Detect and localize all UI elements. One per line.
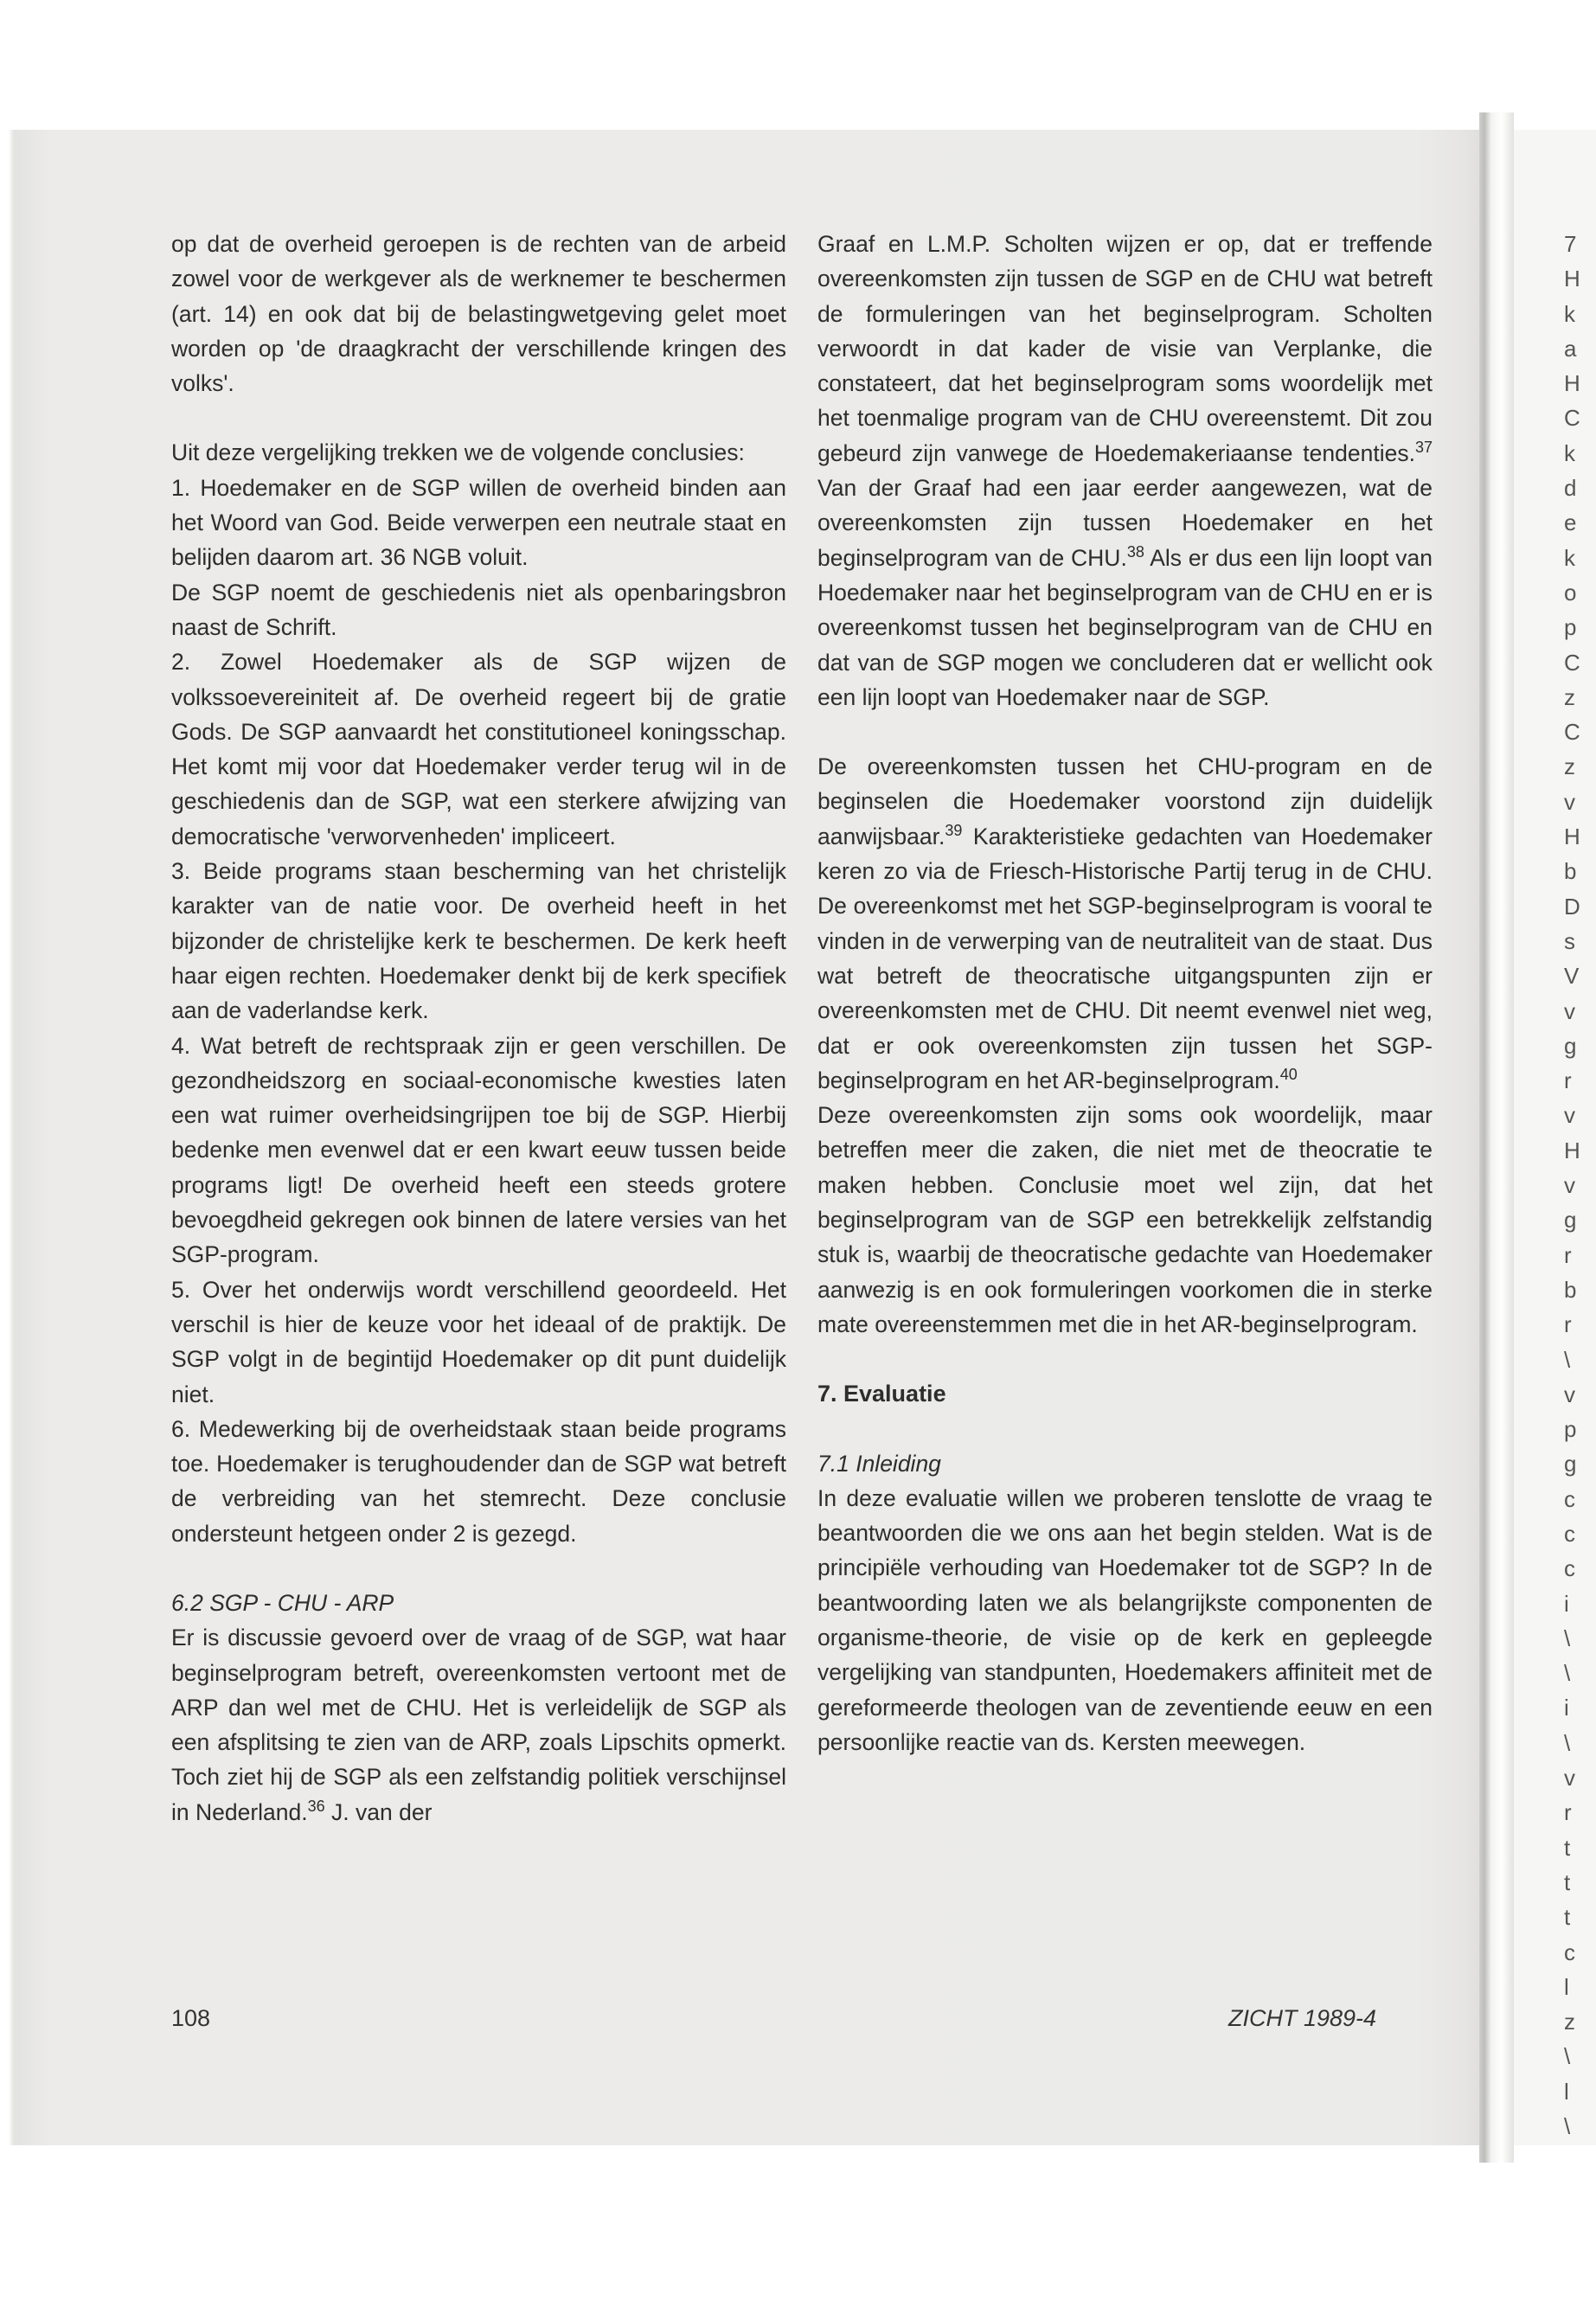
adjacent-page-letter: \	[1564, 1346, 1571, 1373]
adjacent-page-letter: p	[1564, 1416, 1577, 1443]
paragraph-text: De overeenkomsten tussen het CHU-program en de beginselen die Hoedemaker voorstond zijn duidelijk aanwijsbaar.	[817, 753, 1433, 849]
adjacent-page-letter: \	[1564, 1660, 1571, 1687]
paragraph: In deze evaluatie willen we proberen tenslotte de vraag te beantwoorden die we ons aan het begin stelden. Wat is de principiële verhouding van Hoedemaker tot de SGP? In de beantwoording laten we als belangrijkste componenten de organisme-theorie, de visie op de kerk en gepleegde vergelijking van standpunten, Hoedemakers affiniteit met de gereformeerde theologen van de zeventiende eeuw en een persoonlijke reactie van ds. Kersten meewegen.	[817, 1484, 1433, 1755]
adjacent-page-letter: \	[1564, 2113, 1571, 2140]
adjacent-page-letter: v	[1564, 997, 1575, 1024]
paragraph: Uit deze vergelijking trekken we de volgende conclusies:	[171, 439, 745, 466]
adjacent-page-letter: t	[1564, 1904, 1571, 1931]
adjacent-page-letter: d	[1564, 475, 1577, 502]
adjacent-page-letter: c	[1564, 1485, 1575, 1512]
adjacent-page-letter: H	[1564, 370, 1580, 397]
paragraph: Deze overeenkomsten zijn soms ook woordelijk, maar betreffen meer die zaken, die niet met de theocratie te maken hebben. Conclusie moet wel zijn, dat het beginselprogram van de SGP een betrekkelijk zelfstandig stuk is, waarbij de theocratische gedachte van Hoedemaker aanwezig is en ook formuleringen voorkomen die in sterke mate overeenstemmen met die in het AR-beginselprogram.	[817, 1102, 1433, 1337]
footnote-ref: 38	[1126, 542, 1144, 561]
paragraph-text: Als er dus een lijn loopt van Hoedemaker naar het beginselprogram van de CHU en er is overeenkomst tussen het beginselprogram van de CHU en dat van de SGP mogen we concluderen dat er wellicht ook een lijn loopt van Hoedemaker naar de SGP.	[817, 544, 1433, 710]
adjacent-page-letter: z	[1564, 683, 1575, 710]
paragraph	[817, 749, 1433, 1098]
top-margin	[0, 0, 1596, 130]
adjacent-page-letter: \	[1564, 1729, 1571, 1756]
conclusion-4: 4. Wat betreft de rechtspraak zijn er geen verschillen. De gezondheidszorg en sociaal-economische kwesties laten een wat ruimer overheidsingrijpen toe bij de SGP. Hierbij bedenke men evenwel dat er een kwart eeuw tussen beide programs ligt! De overheid heeft een steeds grotere bevoegdheid gekregen ook binnen de latere versies van het SGP-program.	[171, 1032, 786, 1268]
adjacent-page-letter: b	[1564, 1276, 1577, 1303]
conclusion-1: 1. Hoedemaker en de SGP willen de overheid binden aan het Woord van God. Beide verwerpen een neutrale staat en belijden daarom art. 36 NGB voluit.	[171, 474, 786, 571]
conclusion-2: 2. Zowel Hoedemaker als de SGP wijzen de volkssoevereiniteit af. De overheid regeert bij de gratie Gods. De SGP aanvaardt het constitutioneel koningsschap. Het komt mij voor dat Hoedemaker verder terug wil in de geschiedenis dan de SGP, wat een sterkere afwijzing van democratische 'verworvenheden' impliceert.	[171, 649, 786, 849]
adjacent-page-letter: v	[1564, 788, 1575, 815]
adjacent-page-letter: g	[1564, 1032, 1577, 1059]
section-subheading: 7.1 Inleiding	[817, 1450, 941, 1477]
paragraph-text: Van der Graaf had een jaar eerder aangewezen, wat de overeenkomsten zijn tussen Hoedemaker en het beginselprogram van de CHU.	[817, 475, 1433, 571]
adjacent-page-letter: a	[1564, 335, 1577, 362]
adjacent-page-letter: l	[1564, 2078, 1569, 2105]
book-binding	[1479, 112, 1514, 2163]
adjacent-page-letter: v	[1564, 1102, 1575, 1129]
adjacent-page-letter: r	[1564, 1067, 1572, 1094]
conclusion-6: 6. Medewerking bij de overheidstaak staan beide programs toe. Hoedemaker is terughoudender dan de SGP wat betreft de verbreiding van het stemrecht. Deze conclusie ondersteunt hetgeen onder 2 is gezegd.	[171, 1415, 786, 1547]
adjacent-page-letter: 7	[1564, 231, 1577, 257]
adjacent-page-letter: \	[1564, 1625, 1571, 1651]
adjacent-page-letter: r	[1564, 1241, 1572, 1268]
adjacent-page-letter: l	[1564, 1973, 1569, 2000]
adjacent-page-edge	[1514, 130, 1596, 2145]
adjacent-page-letter: o	[1564, 579, 1577, 606]
adjacent-page-letter: C	[1564, 405, 1580, 432]
adjacent-page-letter: i	[1564, 1695, 1569, 1721]
paragraph-text: J. van der	[324, 1798, 433, 1825]
adjacent-page-letter: k	[1564, 544, 1575, 571]
adjacent-page-letter: z	[1564, 2009, 1575, 2035]
paragraph	[817, 227, 1433, 715]
conclusion-5: 5. Over het onderwijs wordt verschillend geoordeeld. Het verschil is hier de keuze voor het ideaal of de praktijk. De SGP volgt in de begintijd Hoedemaker op dit punt duidelijk niet.	[171, 1276, 786, 1407]
adjacent-page-letter: D	[1564, 893, 1580, 920]
adjacent-page-letter: c	[1564, 1520, 1575, 1547]
paragraph	[171, 1620, 786, 1830]
adjacent-page-letter: C	[1564, 649, 1580, 676]
section-subheading: 6.2 SGP - CHU - ARP	[171, 1589, 394, 1616]
conclusion-1-note: De SGP noemt de geschiedenis niet als openbaringsbron naast de Schrift.	[171, 579, 786, 640]
adjacent-page-letter: t	[1564, 1834, 1571, 1861]
bottom-margin	[0, 2145, 1596, 2301]
adjacent-page-letter: r	[1564, 1311, 1572, 1338]
journal-footer: ZICHT 1989-4	[1228, 2005, 1377, 2031]
adjacent-page-letter: V	[1564, 963, 1580, 990]
adjacent-page-letter: i	[1564, 1590, 1569, 1617]
adjacent-page-letter: g	[1564, 1451, 1577, 1477]
adjacent-page-letter: r	[1564, 1799, 1572, 1826]
right-column	[817, 227, 1433, 1759]
adjacent-page-letter: C	[1564, 719, 1580, 746]
footnote-ref: 39	[945, 821, 963, 839]
adjacent-page-letter: H	[1564, 824, 1580, 850]
adjacent-page-letter: H	[1564, 1137, 1580, 1163]
adjacent-page-letter: k	[1564, 300, 1575, 327]
paragraph-text: Karakteristieke gedachten van Hoedemaker keren zo via de Friesch-Historische Partij terug in de CHU. De overeenkomst met het SGP-beginselprogram is vooral te vinden in de verwerping van de neutraliteit van de staat. Dus wat betreft de theocratische uitgangspunten zijn er overeenkomsten met de CHU. Dit neemt evenwel niet weg, dat er ook overeenkomsten zijn tussen het SGP-beginselprogram en het AR-beginselprogram.	[817, 823, 1433, 1093]
paragraph-text: Er is discussie gevoerd over de vraag of de SGP, wat haar beginselprogram betreft, overeenkomsten vertoont met de ARP dan wel met de CHU. Het is verleidelijk de SGP als een afsplitsing te zien van de ARP, zoals Lipschits opmerkt. Toch ziet hij de SGP als een zelfstandig politiek verschijnsel in Nederland.	[171, 1625, 786, 1825]
adjacent-page-letter: k	[1564, 439, 1575, 466]
adjacent-page-letter: s	[1564, 927, 1575, 954]
left-column	[171, 227, 786, 1830]
paragraph: op dat de overheid geroepen is de rechten van de arbeid zowel voor de werkgever als de werknemer te beschermen (art. 14) en ook dat bij de belastingwetgeving gelet moet worden op 'de draagkracht der verschillende kringen des volks'.	[171, 231, 786, 397]
conclusion-3: 3. Beide programs staan bescherming van het christelijk karakter van de natie voor. De overheid heeft in het bijzonder de christelijke kerk te beschermen. De kerk heeft haar eigen rechten. Hoedemaker denkt bij de kerk specifiek aan de vaderlandse kerk.	[171, 858, 786, 1024]
adjacent-page-letter: t	[1564, 1868, 1571, 1895]
footnote-ref: 37	[1414, 438, 1433, 456]
adjacent-page-letter: v	[1564, 1381, 1575, 1407]
adjacent-page-letter: b	[1564, 858, 1577, 885]
footnote-ref: 40	[1279, 1066, 1298, 1083]
adjacent-page-letter: c	[1564, 1555, 1575, 1582]
section-heading: 7. Evaluatie	[817, 1381, 946, 1407]
adjacent-page-letter: H	[1564, 266, 1580, 292]
adjacent-page-letter: \	[1564, 2043, 1571, 2070]
adjacent-page-letter: c	[1564, 1939, 1575, 1965]
adjacent-page-letter: g	[1564, 1207, 1577, 1234]
paragraph-text: Graaf en L.M.P. Scholten wijzen er op, dat er treffende overeenkomsten zijn tussen de SGP en de CHU wat betreft de formuleringen van het beginselprogram. Scholten verwoordt in dat kader de visie van Verplanke, die constateert, dat het beginselprogram soms woordelijk met het toenmalige program van de CHU overeenstemt. Dit zou gebeurd zijn vanwege de Hoedemakeriaanse tendenties.	[817, 231, 1433, 466]
adjacent-page-letter: e	[1564, 510, 1577, 536]
adjacent-page-letter: z	[1564, 753, 1575, 780]
page-number: 108	[171, 2005, 211, 2031]
footnote-ref: 36	[307, 1797, 325, 1815]
adjacent-page-letter: v	[1564, 1172, 1575, 1199]
adjacent-page-letter: v	[1564, 1765, 1575, 1791]
adjacent-page-letter: p	[1564, 614, 1577, 641]
